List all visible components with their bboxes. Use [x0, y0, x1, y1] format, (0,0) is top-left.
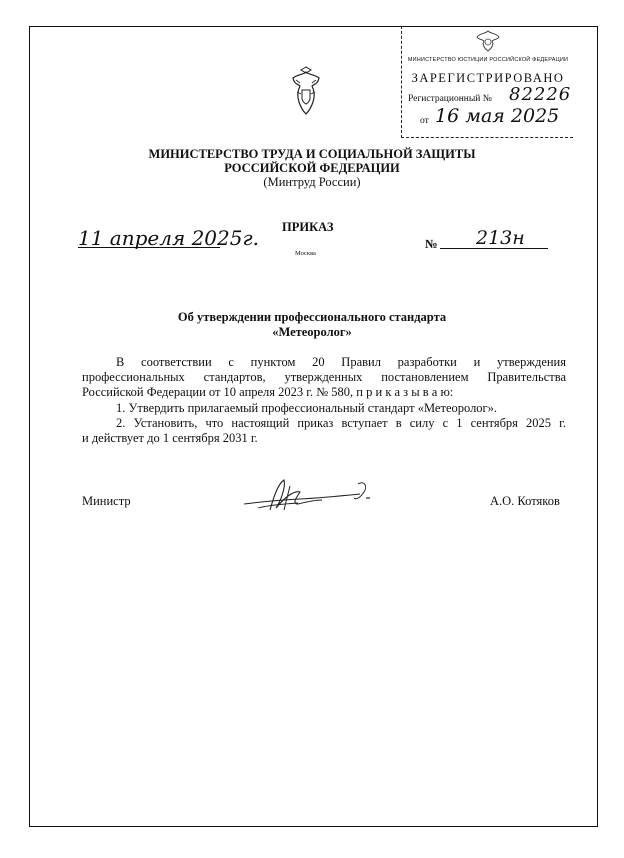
order-number: 213н — [476, 227, 525, 249]
stamp-regno: 82226 — [509, 84, 572, 105]
coat-of-arms-icon — [289, 66, 323, 118]
ministry-short-name: (Минтруд России) — [263, 175, 361, 189]
stamp-registered: ЗАРЕГИСТРИРОВАНО — [411, 71, 565, 85]
number-underline — [440, 248, 548, 249]
order-number-label: № — [425, 237, 438, 251]
handwritten-signature — [240, 474, 390, 516]
stamp-ministry: МИНИСТЕРСТВО ЮСТИЦИИ РОССИЙСКОЙ ФЕДЕРАЦИИ — [407, 57, 569, 63]
doc-title-line2: «Метеоролог» — [272, 325, 352, 339]
order-title: ПРИКАЗ — [282, 220, 334, 234]
body-p1-line2: профессиональных стандартов, утвержденных постановлением Правительства — [82, 370, 566, 384]
signatory-position: Министр — [82, 494, 131, 508]
body-item2-line2: и действует до 1 сентября 2031 г. — [82, 431, 258, 445]
body-p1-line3: Российской Федерации от 10 апреля 2023 г. № 580, п р и к а з ы в а ю: — [82, 385, 454, 399]
stamp-regno-label: Регистрационный № — [408, 94, 492, 104]
order-date: 11 апреля 2025г. — [78, 226, 259, 250]
order-city: Москва — [295, 250, 316, 257]
body-item1: 1. Утвердить прилагаемый профессиональный стандарт «Метеоролог». — [116, 401, 498, 415]
body-p1-line1: В соответствии с пунктом 20 Правил разработки и утверждения — [116, 355, 566, 369]
date-underline — [78, 247, 220, 248]
ministry-line2: РОССИЙСКОЙ ФЕДЕРАЦИИ — [224, 161, 400, 175]
signatory-name: А.О. Котяков — [490, 494, 560, 508]
eagle-emblem-icon — [472, 28, 504, 54]
registration-stamp — [401, 26, 573, 138]
doc-title-line1: Об утверждении профессионального стандарта — [177, 310, 447, 324]
body-item2-line1: 2. Установить, что настоящий приказ вступает в силу с 1 сентября 2025 г. — [116, 416, 566, 430]
stamp-regdate: 16 мая 2025 — [435, 105, 560, 127]
ministry-line1: МИНИСТЕРСТВО ТРУДА И СОЦИАЛЬНОЙ ЗАЩИТЫ — [148, 147, 476, 161]
stamp-regdate-prefix: от — [420, 116, 429, 126]
